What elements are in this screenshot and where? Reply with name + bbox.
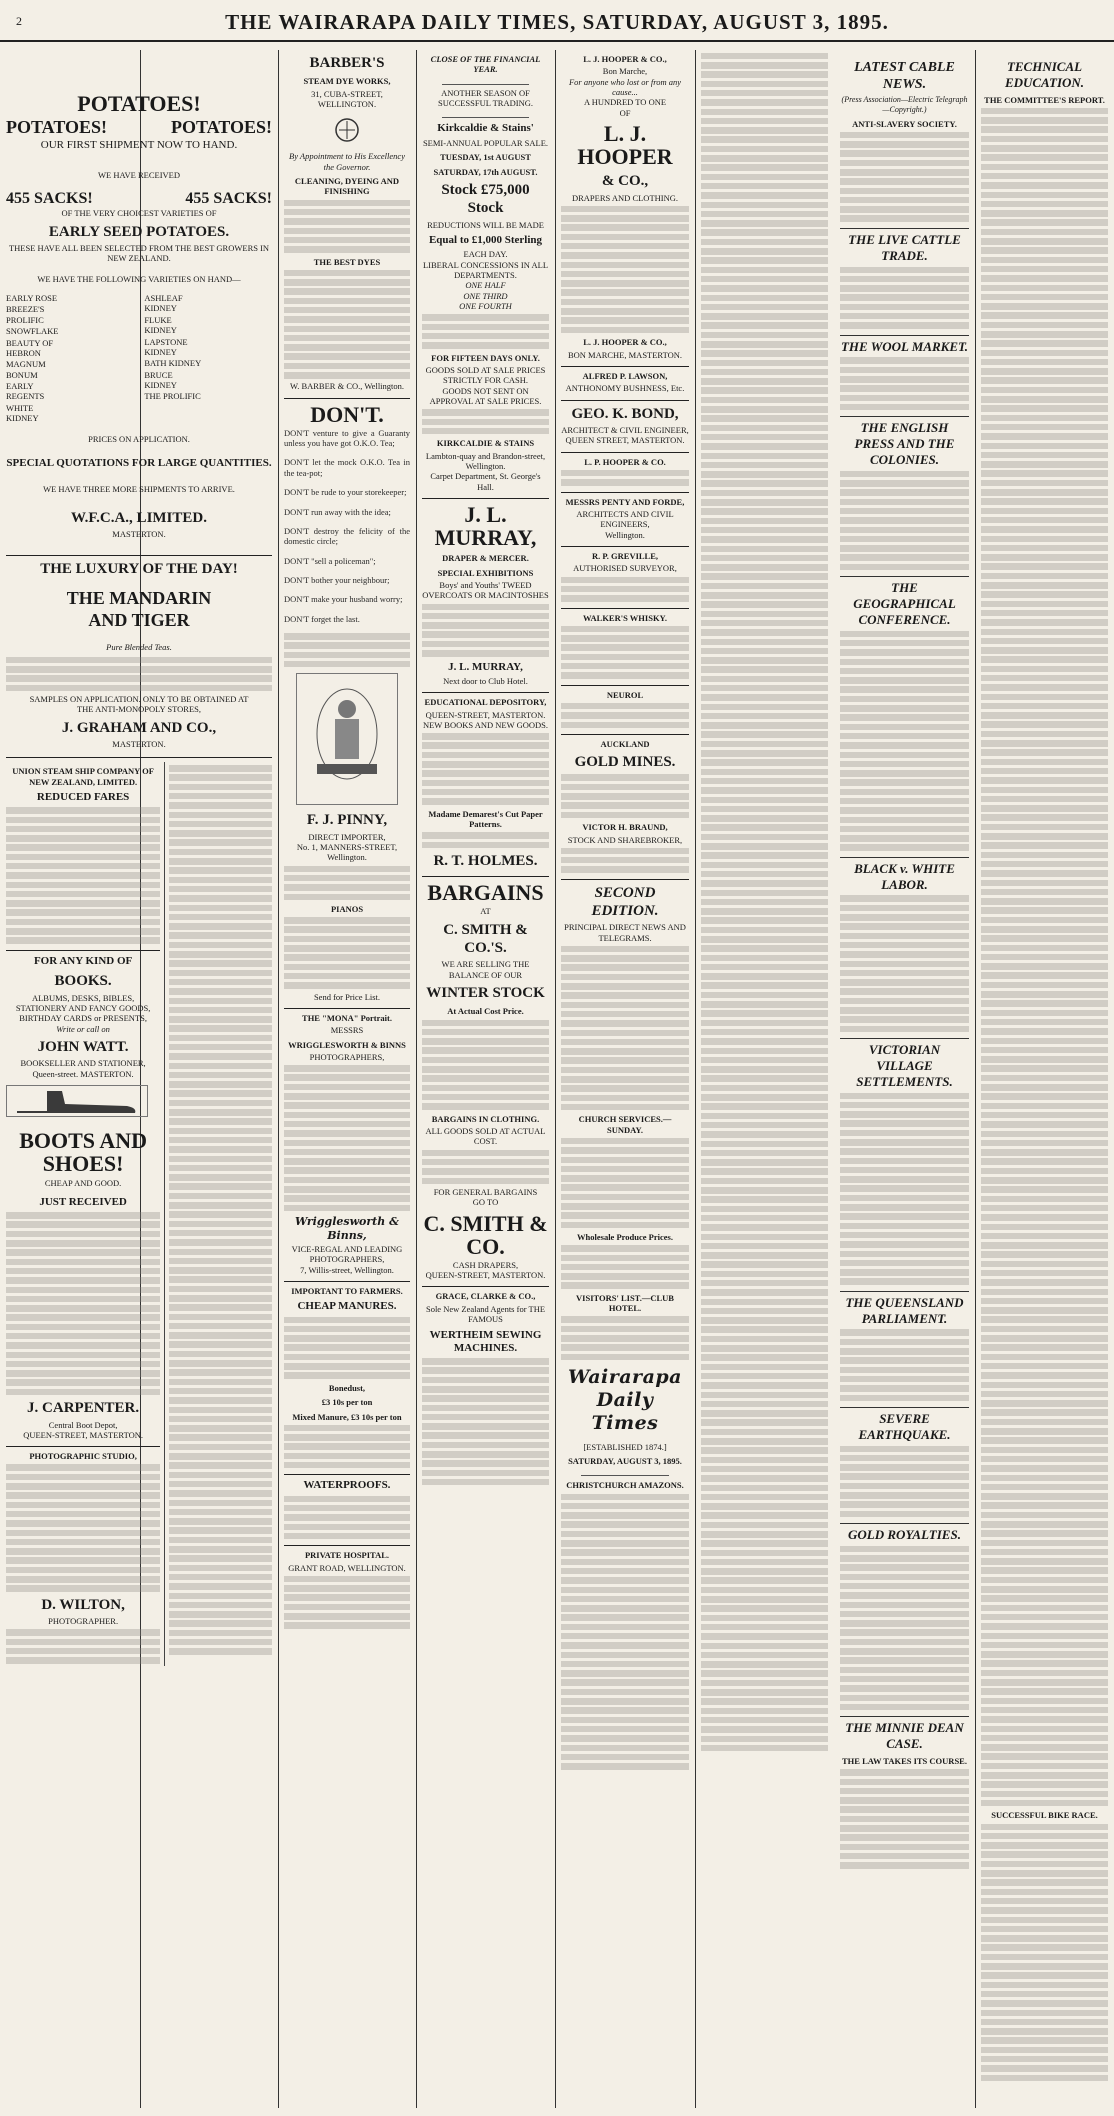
boot-illustration	[6, 1085, 148, 1117]
second-edition: SECOND EDITION.	[561, 879, 689, 921]
dont-item: DON'T bother your neighbour;	[284, 575, 390, 585]
lp-hooper: L. P. HOOPER & CO.	[561, 452, 689, 467]
committee-report: THE COMMITTEE'S REPORT.	[984, 94, 1105, 105]
pianist-illustration	[296, 673, 398, 805]
prices-on-application: PRICES ON APPLICATION.	[88, 434, 190, 445]
close-financial-year: CLOSE OF THE FINANCIAL YEAR.	[430, 54, 541, 75]
cs-address: QUEEN-STREET, MASTERTON.	[425, 1270, 546, 1281]
boots-shoes: BOOTS AND SHOES!	[19, 1128, 147, 1177]
sale-saturday: SATURDAY, 17th AUGUST.	[433, 166, 538, 177]
winter-stock: WINTER STOCK	[426, 985, 545, 1002]
wrig-script: Wrigglesworth & Binns,	[294, 1215, 400, 1242]
hooper-big: L. J. HOOPER	[577, 121, 673, 170]
we-have-received: WE HAVE RECEIVED	[98, 170, 180, 181]
hooper-foot-address: BON MARCHE, MASTERTON.	[567, 349, 683, 360]
cheap-and-good: CHEAP AND GOOD.	[44, 1177, 122, 1188]
messrs-penty: MESSRS PENTY AND FORDE,	[561, 492, 689, 507]
potatoes-left: POTATOES!	[6, 117, 108, 138]
variety-item: BRUCE KIDNEY	[144, 369, 177, 390]
grace-clarke: GRACE, CLARKE & CO.,	[422, 1286, 549, 1301]
central-boot-depot: Central Boot Depot,	[48, 1419, 118, 1430]
books-heading: BOOKS.	[54, 973, 112, 990]
dont-item: DON'T be rude to your storekeeper;	[284, 487, 407, 498]
photographic-studio: PHOTOGRAPHIC STUDIO,	[6, 1446, 160, 1461]
liberal-concessions: LIBERAL CONCESSIONS IN ALL DEPARTMENTS.	[422, 259, 549, 280]
barbers-address: 31, CUBA-STREET, WELLINGTON.	[311, 88, 383, 110]
private-hospital: PRIVATE HOSPITAL.	[284, 1545, 410, 1560]
church-services: CHURCH SERVICES.—SUNDAY.	[578, 1114, 672, 1135]
csmith: C. SMITH & CO.'S.	[443, 921, 528, 957]
best-dyes: THE BEST DYES	[313, 256, 381, 267]
early-seed-potatoes: EARLY SEED POTATOES.	[48, 223, 230, 240]
first-shipment: OUR FIRST SHIPMENT NOW TO HAND.	[40, 139, 238, 152]
wfca-town: MASTERTON.	[112, 528, 166, 539]
each-day: EACH DAY.	[463, 249, 508, 260]
go-to: GO TO	[472, 1197, 499, 1208]
dwilton-name: D. WILTON,	[41, 1596, 125, 1613]
cleaning-dyeing: CLEANING, DYEING AND FINISHING	[294, 176, 400, 197]
potatoes-right: POTATOES!	[170, 117, 272, 138]
special-quotations: SPECIAL QUOTATIONS FOR LARGE QUANTITIES.	[6, 456, 272, 469]
english-press: THE ENGLISH PRESS AND THE COLONIES.	[840, 416, 969, 468]
mixed-manure: Mixed Manure, £3 10s per ton	[292, 1411, 402, 1422]
dont-item: DON'T forget the last.	[284, 613, 360, 624]
mandarin-tiger: THE MANDARIN AND TIGER	[66, 588, 212, 631]
write-or-call: Write or call on	[56, 1023, 110, 1034]
pure-blended-teas: Pure Blended Teas.	[106, 642, 172, 653]
waterproofs: WATERPROOFS.	[284, 1474, 410, 1492]
photographers: PHOTOGRAPHERS,	[309, 1052, 385, 1062]
at: AT	[480, 906, 491, 917]
kirkcaldie-stains: Kirkcaldie & Stains'	[437, 122, 534, 135]
royal-arms-icon	[327, 115, 367, 145]
variety-item: EARLY ROSE	[6, 293, 58, 304]
jl-murray: J. L. MURRAY,	[422, 498, 549, 549]
column-3	[416, 50, 555, 2108]
variety-item: THE PROLIFIC	[144, 391, 201, 402]
minnie-dean-case: THE MINNIE DEAN CASE.	[840, 1716, 969, 1752]
private-hospital-address: GRANT ROAD, WELLINGTON.	[288, 1562, 406, 1573]
another-season: ANOTHER SEASON OF SUCCESSFUL TRADING.	[438, 87, 533, 109]
queensland-parliament: THE QUEENSLAND PARLIAMENT.	[840, 1291, 969, 1327]
pinny-address: No. 1, MANNERS-STREET, Wellington.	[296, 842, 398, 863]
steam-dye-works: STEAM DYE WORKS,	[303, 76, 391, 87]
varieties-left-list	[6, 292, 134, 424]
hooper-top: L. J. HOOPER & CO.,	[583, 54, 667, 64]
press-association: (Press Association—Electric Telegraph—Copyright.)	[841, 95, 968, 114]
wool-market: THE WOOL MARKET.	[840, 335, 969, 355]
auckland: AUCKLAND	[561, 734, 689, 749]
gold-mines: GOLD MINES.	[574, 754, 676, 771]
dont-item: DON'T make your husband worry;	[284, 594, 403, 605]
kirkcaldie-stains-2: KIRKCALDIE & STAINS	[436, 438, 535, 449]
latest-cable-news: LATEST CABLE NEWS.	[854, 60, 955, 93]
very-choicest: OF THE VERY CHOICEST VARIETIES OF	[61, 208, 217, 219]
stock-value: Stock £75,000 Stock	[441, 181, 530, 217]
union-ss-heading: UNION STEAM SHIP COMPANY OF NEW ZEALAND, LIMITED.	[12, 766, 154, 787]
hooper-foot: L. J. HOOPER & CO.,	[583, 337, 667, 348]
tea-samples: SAMPLES ON APPLICATION. ONLY TO BE OBTAINED AT	[29, 693, 249, 704]
educational-depository: EDUCATIONAL DEPOSITORY,	[422, 692, 549, 707]
victor-sub: STOCK AND SHAREBROKER,	[567, 834, 683, 845]
sacks-right: 455 SACKS!	[185, 189, 272, 207]
column-1	[0, 50, 278, 2108]
dont-list	[284, 428, 410, 624]
law-takes-course: THE LAW TAKES ITS COURSE.	[842, 1756, 967, 1767]
pianos-heading: PIANOS	[330, 904, 364, 915]
actual-cost-price: At Actual Cost Price.	[447, 1006, 524, 1017]
pinny-name: F. J. PINNY,	[306, 812, 388, 829]
watt-sub: BOOKSELLER AND STATIONER,	[20, 1058, 146, 1069]
edu-address: QUEEN-STREET, MASTERTON.	[425, 709, 546, 720]
black-white-labor: BLACK v. WHITE LABOR.	[840, 857, 969, 893]
bon-marche: Bon Marche,	[602, 66, 648, 77]
wertheim: WERTHEIM SEWING MACHINES.	[429, 1328, 542, 1354]
pinny-sub: DIRECT IMPORTER,	[308, 831, 386, 842]
christchurch-amazons: CHRISTCHURCH AMAZONS.	[566, 1480, 684, 1491]
barber-name: W. BARBER & CO., Wellington.	[289, 381, 405, 392]
sacks-left: 455 SACKS!	[6, 189, 93, 207]
technical-education: TECHNICAL EDUCATION.	[1004, 59, 1085, 90]
bonedust-price: £3 10s per ton	[321, 1397, 373, 1408]
rt-holmes: R. T. HOLMES.	[433, 853, 538, 870]
appointment: By Appointment to His Excellency the Governor.	[289, 151, 405, 172]
general-bargains: FOR GENERAL BARGAINS	[433, 1186, 538, 1197]
reductions: REDUCTIONS WILL BE MADE	[427, 219, 544, 230]
sale-tuesday: TUESDAY, 1st AUGUST	[440, 152, 531, 163]
geographical-conference: THE GEOGRAPHICAL CONFERENCE.	[840, 576, 969, 628]
variety-item: FLUKE KIDNEY	[144, 314, 177, 336]
penty-sub: ARCHITECTS AND CIVIL ENGINEERS,	[576, 508, 674, 530]
potatoes-heading: POTATOES!	[77, 91, 201, 116]
victor-braund: VICTOR H. BRAUND,	[582, 822, 668, 833]
one-half: ONE HALF	[465, 280, 506, 291]
alfred-lawson: ALFRED P. LAWSON,	[561, 366, 689, 381]
special-exhibitions: SPECIAL EXHIBITIONS	[437, 567, 534, 578]
victorian-village: VICTORIAN VILLAGE SETTLEMENTS.	[840, 1038, 969, 1090]
goods-sold: GOODS SOLD AT SALE PRICES STRICTLY FOR CASH.	[425, 364, 546, 386]
dont-item: DON'T venture to give a Guaranty unless you have got O.K.O. Tea;	[284, 427, 410, 449]
newspaper-title: THE WAIRARAPA DAILY TIMES, SATURDAY, AUGUST 3, 1895.	[225, 10, 889, 34]
madame-demarest: Madame Demarest's Cut Paper Patterns.	[428, 808, 543, 830]
send-price-list: Send for Price List.	[313, 991, 381, 1002]
draper-mercer: DRAPER & MERCER.	[442, 553, 529, 564]
column-5	[695, 50, 834, 2108]
graham-name: J. GRAHAM AND CO.,	[61, 719, 217, 736]
variety-item: EARLY REGENTS	[6, 380, 45, 402]
carpenter-address: QUEEN-STREET, MASTERTON.	[23, 1429, 144, 1440]
just-received: JUST RECEIVED	[39, 1195, 127, 1208]
anti-monopoly: THE ANTI-MONOPOLY STORES,	[76, 704, 202, 715]
watt-address: Queen-street. MASTERTON.	[32, 1068, 134, 1079]
visitors-list: VISITORS' LIST.—CLUB HOTEL.	[576, 1292, 674, 1314]
established: [ESTABLISHED 1874.]	[583, 1441, 667, 1452]
wfca-name: W.F.C.A., LIMITED.	[70, 509, 207, 526]
variety-item: BATH KIDNEY	[144, 358, 202, 369]
grace-sub: Sole New Zealand Agents for THE FAMOUS	[425, 1303, 546, 1325]
wrig-address: 7, Willis-street, Wellington.	[300, 1264, 394, 1275]
following-varieties: WE HAVE THE FOLLOWING VARIETIES ON HAND—	[37, 273, 241, 284]
neurol: NEUROL	[561, 685, 689, 700]
wholesale-produce: Wholesale Produce Prices.	[577, 1232, 673, 1243]
penty-address: Wellington.	[605, 529, 645, 540]
carpenter-name: J. CARPENTER.	[27, 1400, 140, 1417]
masthead	[0, 0, 1114, 42]
we-are-selling: WE ARE SELLING THE BALANCE OF OUR	[441, 959, 530, 980]
of: OF	[619, 107, 631, 118]
severe-earthquake: SEVERE EARTHQUAKE.	[840, 1407, 969, 1443]
geo-sub: ARCHITECT & CIVIL ENGINEER,	[561, 424, 689, 435]
wrigglesworth-binns: WRIGGLESWORTH & BINNS	[288, 1039, 406, 1050]
john-watt: JOHN WATT.	[37, 1039, 129, 1055]
wrig-sub: VICE-REGAL AND LEADING PHOTOGRAPHERS,	[291, 1243, 403, 1265]
variety-item: BREEZE'S PROLIFIC	[6, 304, 45, 325]
greville-sub: AUTHORISED SURVEYOR,	[573, 563, 677, 574]
variety-item: MAGNUM BONUM	[6, 359, 46, 380]
reduced-fares: REDUCED FARES	[36, 791, 130, 803]
drapers-clothing: DRAPERS AND CLOTHING.	[571, 192, 679, 203]
goods-not-sent: GOODS NOT SENT ON APPROVAL AT SALE PRICES.	[429, 385, 542, 407]
variety-item: ASHLEAF KIDNEY	[144, 293, 183, 314]
live-cattle: THE LIVE CATTLE TRADE.	[840, 228, 969, 264]
hundred-to-one: A HUNDRED TO ONE	[583, 97, 667, 108]
dont-item: DON'T run away with the idea;	[284, 506, 391, 517]
variety-item: LAPSTONE KIDNEY	[144, 336, 188, 357]
bonedust: Bonedust,	[328, 1382, 366, 1393]
new-books: NEW BOOKS AND NEW GOODS.	[422, 720, 549, 730]
principal-news: PRINCIPAL DIRECT NEWS AND TELEGRAMS.	[564, 922, 686, 943]
cycling-heading: SUCCESSFUL BIKE RACE.	[991, 1810, 1098, 1821]
overcoats: OVERCOATS OR MACINTOSHES	[422, 590, 549, 601]
dwilton-sub: PHOTOGRAPHER.	[48, 1616, 119, 1627]
greville: R. P. GREVILLE,	[561, 546, 689, 561]
messrs: MESSRS	[330, 1025, 364, 1036]
one-third: ONE THIRD	[463, 290, 508, 301]
geo-address: QUEEN STREET, MASTERTON.	[565, 435, 685, 446]
page-number: 2	[16, 14, 22, 28]
equal-sterling: Equal to £1,000 Sterling	[428, 233, 543, 246]
alfred-sub: ANTHONOMY BUSHNESS, Etc.	[565, 383, 685, 394]
graham-town: MASTERTON.	[112, 738, 166, 749]
anti-slavery: ANTI-SLAVERY SOCIETY.	[852, 118, 957, 129]
barbers-heading: BARBER'S	[309, 55, 385, 71]
best-growers: THESE HAVE ALL BEEN SELECTED FROM THE BEST GROWERS IN NEW ZEALAND.	[8, 242, 270, 264]
books-list: ALBUMS, DESKS, BIBLES, STATIONERY AND FANCY GOODS, BIRTHDAY CARDS or PRESENTS,	[15, 992, 151, 1024]
dont-heading: DON'T.	[284, 398, 410, 426]
cheap-manures: CHEAP MANURES.	[297, 1300, 397, 1313]
boys-suits: Boys' and Youths' TWEED	[439, 580, 532, 591]
csmith-2: C. SMITH & CO.	[423, 1210, 548, 1259]
variety-item: SNOWFLAKE	[6, 326, 59, 337]
for-anyone: For anyone who lost or from any cause...	[568, 76, 682, 98]
all-goods-cost: ALL GOODS SOLD AT ACTUAL COST.	[425, 1126, 546, 1147]
dont-item: DON'T "sell a policeman";	[284, 555, 376, 566]
column-2	[278, 50, 416, 2108]
ks-carpet: Carpet Department, St. George's Hall.	[430, 471, 541, 492]
column-4	[555, 50, 695, 2108]
one-fourth: ONE FOURTH	[459, 301, 512, 312]
dont-item: DON'T let the mock O.K.O. Tea in the tea-pot;	[284, 457, 410, 478]
jl-address: Next door to Club Hotel.	[443, 675, 528, 686]
bargains-clothing: BARGAINS IN CLOTHING.	[431, 1113, 540, 1124]
hooper-co: & CO.,	[601, 173, 649, 190]
luxury-heading: THE LUXURY OF THE DAY!	[6, 555, 272, 578]
variety-item: BEAUTY OF HEBRON	[6, 337, 54, 358]
three-more-shipments: WE HAVE THREE MORE SHIPMENTS TO ARRIVE.	[43, 484, 235, 495]
variety-item: WHITE KIDNEY	[6, 402, 39, 424]
important-farmers: IMPORTANT TO FARMERS.	[284, 1281, 410, 1296]
varieties-right-list	[144, 292, 272, 424]
fifteen-days: FOR FIFTEEN DAYS ONLY.	[431, 352, 540, 363]
column-8	[975, 50, 1114, 2108]
dont-item: DON'T destroy the felicity of the domestic circle;	[284, 525, 410, 547]
walkers-whisky: WALKER'S WHISKY.	[561, 608, 689, 623]
mona-portrait: THE "MONA" Portrait.	[284, 1008, 410, 1023]
geo-bond: GEO. K. BOND,	[561, 400, 689, 423]
bargains: BARGAINS	[422, 876, 549, 904]
cash-drapers: CASH DRAPERS,	[452, 1259, 519, 1270]
ks-address: Lambton-quay and Brandon-street, Wellington.	[425, 450, 546, 472]
semi-annual-sale: SEMI-ANNUAL POPULAR SALE.	[422, 137, 549, 148]
for-any-kind: FOR ANY KIND OF	[6, 950, 160, 968]
nameplate: Wairarapa Daily Times	[568, 1366, 682, 1435]
issue-date: SATURDAY, AUGUST 3, 1895.	[568, 1456, 682, 1467]
column-7	[834, 50, 975, 2108]
gold-royalties: GOLD ROYALTIES.	[840, 1523, 969, 1543]
jl-murray-2: J. L. MURRAY,	[448, 660, 523, 673]
